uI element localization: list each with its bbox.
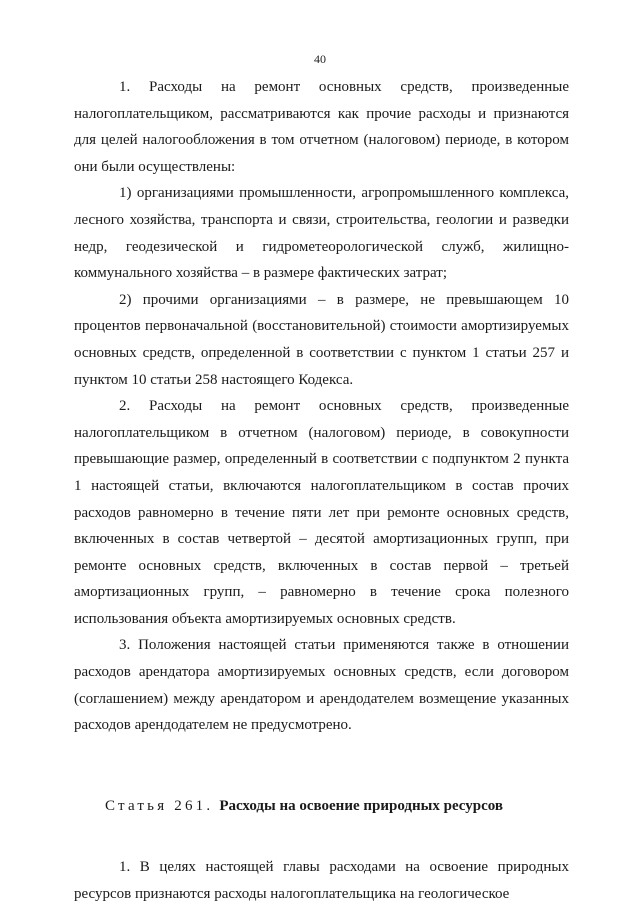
paragraph-1: 1. Расходы на ремонт основных средств, произведенные налогоплательщиком, рассматриваются как прочие расходы и признаются для целей налогообложения в том отчетном (налоговом) периоде, в котором они были осуществлены:	[74, 79, 569, 175]
paragraph-3: 3. Положения настоящей статьи применяются также в отношении расходов арендатора амортизируемых основных средств, если договором (соглашением) между арендатором и арендодателем возмещение указанных расходов арендодателем не предусмотрено.	[74, 637, 569, 734]
article-title: Расходы на освоение природных ресурсов	[219, 798, 503, 814]
article-261-body	[74, 854, 569, 907]
subparagraph-2: 2) прочими организациями – в размере, не превышающем 10 процентов первоначальной (восстановительной) стоимости амортизируемых основных средств, определенной в соответствии с пунктом 1 статьи 257 и пунктом 10 статьи 258 настоящего Кодекса.	[74, 291, 569, 388]
article-261-paragraph-1: 1. В целях настоящей главы расходами на освоение природных ресурсов признаются расходы налогоплательщика на геологическое	[74, 859, 569, 902]
page-number: 40	[314, 52, 326, 66]
article-261-heading	[105, 793, 575, 819]
article-260-body	[74, 74, 569, 739]
subparagraph-1: 1) организациями промышленности, агропромышленного комплекса, лесного хозяйства, транспорта и связи, строительства, геологии и разведки недр, геодезической и гидрометеорологической служб, жилищно-коммунального хозяйства – в размере фактических затрат;	[74, 185, 569, 282]
article-number: Статья 261.	[105, 798, 214, 814]
paragraph-2: 2. Расходы на ремонт основных средств, произведенные налогоплательщиком в отчетном (налоговом) периоде, в совокупности превышающие размер, определенный в соответствии с подпунктом 2 пункта 1 настоящей статьи, включаются налогоплательщиком в состав прочих расходов равномерно в течение пяти лет при ремонте основных средств, включенных в состав четвертой – десятой амортизационных групп, при ремонте основных средств, включенных в состав первой – третьей амортизационных групп, – равномерно в течение срока полезного использования объекта амортизируемых основных средств.	[74, 398, 569, 627]
